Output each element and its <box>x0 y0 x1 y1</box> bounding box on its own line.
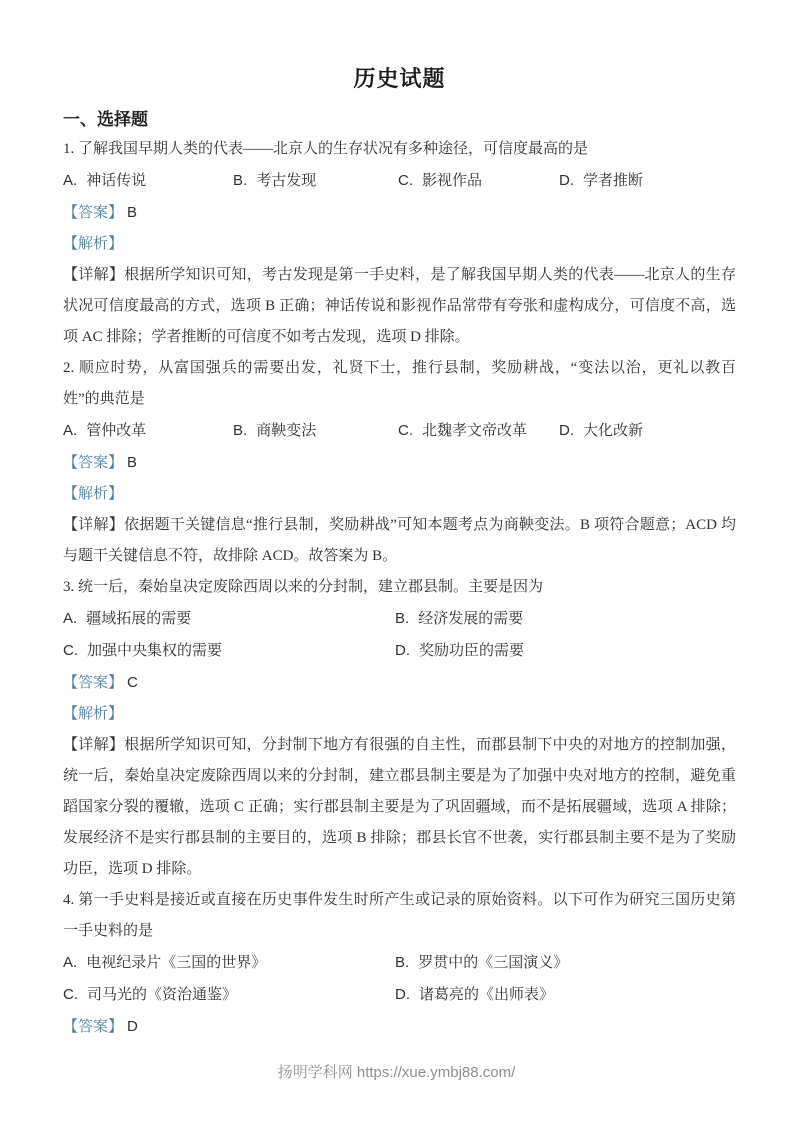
answer-line <box>63 447 736 479</box>
option-text: 电视纪录片《三国的世界》 <box>86 955 267 971</box>
analysis-label: 【解析】 <box>63 706 124 722</box>
option-key: C. <box>398 172 413 189</box>
option-key: B. <box>395 954 410 971</box>
question-block-2 <box>63 353 736 572</box>
question-stem: 3. 统一后，秦始皇决定废除西周以来的分封制，建立郡县制。主要是因为 <box>63 579 544 595</box>
detail-label: 【详解】 <box>63 737 125 753</box>
detail-text: 根据所学知识可知，分封制下地方有很强的自主性，而郡县制下中央的对地方的控制加强，统一后，秦始皇决定废除西周以来的分封制，建立郡县制主要是为了加强中央对地方的控制，避免重蹈国家分裂的覆辙，选项 C 正确；实行郡县制主要是为了巩固疆域，而不是拓展疆域，选项 A 排除；发展经济不是实行郡县制的主要目的，选项 B 排除；郡县长官不世袭，实行郡县制主要不是为了奖励功臣，选项 D 排除。 <box>63 737 736 877</box>
option-c <box>398 165 559 197</box>
answer-value: B <box>127 454 138 471</box>
question-block-4 <box>63 885 736 1043</box>
option-text: 经济发展的需要 <box>418 611 524 627</box>
option-text: 考古发现 <box>256 173 317 189</box>
options-grid <box>63 947 736 1011</box>
option-key: A. <box>63 422 78 439</box>
option-key: D. <box>559 172 574 189</box>
detail-paragraph <box>63 730 736 885</box>
option-a <box>63 947 395 979</box>
option-key: A. <box>63 172 78 189</box>
option-key: C. <box>63 642 78 659</box>
option-text: 商鞅变法 <box>256 423 317 439</box>
answer-line <box>63 1011 736 1043</box>
option-text: 疆域拓展的需要 <box>86 611 192 627</box>
option-key: D. <box>395 986 410 1003</box>
option-c <box>63 635 395 667</box>
option-key: B. <box>395 610 410 627</box>
footer-watermark: 扬明学科网 https://xue.ymbj88.com/ <box>277 1064 516 1081</box>
option-b <box>233 415 398 447</box>
option-b <box>395 603 736 635</box>
answer-value: C <box>127 674 138 691</box>
option-text: 奖励功臣的需要 <box>419 643 525 659</box>
answer-label: 【答案】 <box>63 455 124 471</box>
analysis-label: 【解析】 <box>63 486 124 502</box>
option-text: 北魏孝文帝改革 <box>422 423 528 439</box>
answer-label: 【答案】 <box>63 205 124 221</box>
option-text: 影视作品 <box>422 173 483 189</box>
question-block-1 <box>63 134 736 353</box>
option-a <box>63 603 395 635</box>
option-text: 诸葛亮的《出师表》 <box>419 987 555 1003</box>
question-stem: 1. 了解我国早期人类的代表——北京人的生存状况有多种途径，可信度最高的是 <box>63 141 589 157</box>
option-d <box>395 635 736 667</box>
option-text: 大化改新 <box>583 423 644 439</box>
option-key: C. <box>398 422 413 439</box>
section-heading: 一、选择题 <box>63 110 148 129</box>
option-key: A. <box>63 954 78 971</box>
option-text: 加强中央集权的需要 <box>87 643 223 659</box>
analysis-label: 【解析】 <box>63 236 124 252</box>
option-key: B. <box>233 422 248 439</box>
options-row <box>63 165 736 197</box>
answer-value: D <box>127 1018 138 1035</box>
option-b <box>395 947 736 979</box>
detail-paragraph <box>63 510 736 572</box>
option-key: D. <box>395 642 410 659</box>
option-d <box>559 165 736 197</box>
answer-line <box>63 667 736 699</box>
option-text: 司马光的《资治通鉴》 <box>87 987 238 1003</box>
analysis-line <box>63 479 736 510</box>
answer-label: 【答案】 <box>63 1019 124 1035</box>
option-key: C. <box>63 986 78 1003</box>
option-text: 罗贯中的《三国演义》 <box>418 955 569 971</box>
detail-text: 根据所学知识可知，考古发现是第一手史料，是了解我国早期人类的代表——北京人的生存状况可信度最高的方式，选项 B 正确；神话传说和影视作品常带有夸张和虚构成分，可信度不高，选项 AC 排除；学者推断的可信度不如考古发现，选项 D 排除。 <box>63 267 736 345</box>
analysis-line <box>63 699 736 730</box>
detail-label: 【详解】 <box>63 267 125 283</box>
answer-label: 【答案】 <box>63 675 124 691</box>
option-a <box>63 415 233 447</box>
option-text: 神话传说 <box>86 173 147 189</box>
option-c <box>63 979 395 1011</box>
options-grid <box>63 603 736 667</box>
detail-paragraph <box>63 260 736 353</box>
analysis-line <box>63 229 736 260</box>
option-d <box>559 415 736 447</box>
answer-value: B <box>127 204 138 221</box>
page-title: 历史试题 <box>353 66 446 91</box>
question-block-3 <box>63 572 736 885</box>
option-text: 学者推断 <box>583 173 644 189</box>
detail-label: 【详解】 <box>63 517 124 533</box>
question-stem: 2. 顺应时势，从富国强兵的需要出发，礼贤下士，推行县制，奖励耕战，“变法以治，更礼以教百姓”的典范是 <box>63 360 736 407</box>
option-b <box>233 165 398 197</box>
option-key: B. <box>233 172 248 189</box>
option-c <box>398 415 559 447</box>
option-a <box>63 165 233 197</box>
option-d <box>395 979 736 1011</box>
question-stem: 4. 第一手史料是接近或直接在历史事件发生时所产生或记录的原始资料。以下可作为研究三国历史第一手史料的是 <box>63 892 736 939</box>
detail-text: 依据题干关键信息“推行县制，奖励耕战”可知本题考点为商鞅变法。B 项符合题意；ACD 均与题干关键信息不符，故排除 ACD。故答案为 B。 <box>63 517 736 564</box>
option-key: A. <box>63 610 78 627</box>
option-key: D. <box>559 422 574 439</box>
option-text: 管仲改革 <box>86 423 147 439</box>
answer-line <box>63 197 736 229</box>
options-row <box>63 415 736 447</box>
